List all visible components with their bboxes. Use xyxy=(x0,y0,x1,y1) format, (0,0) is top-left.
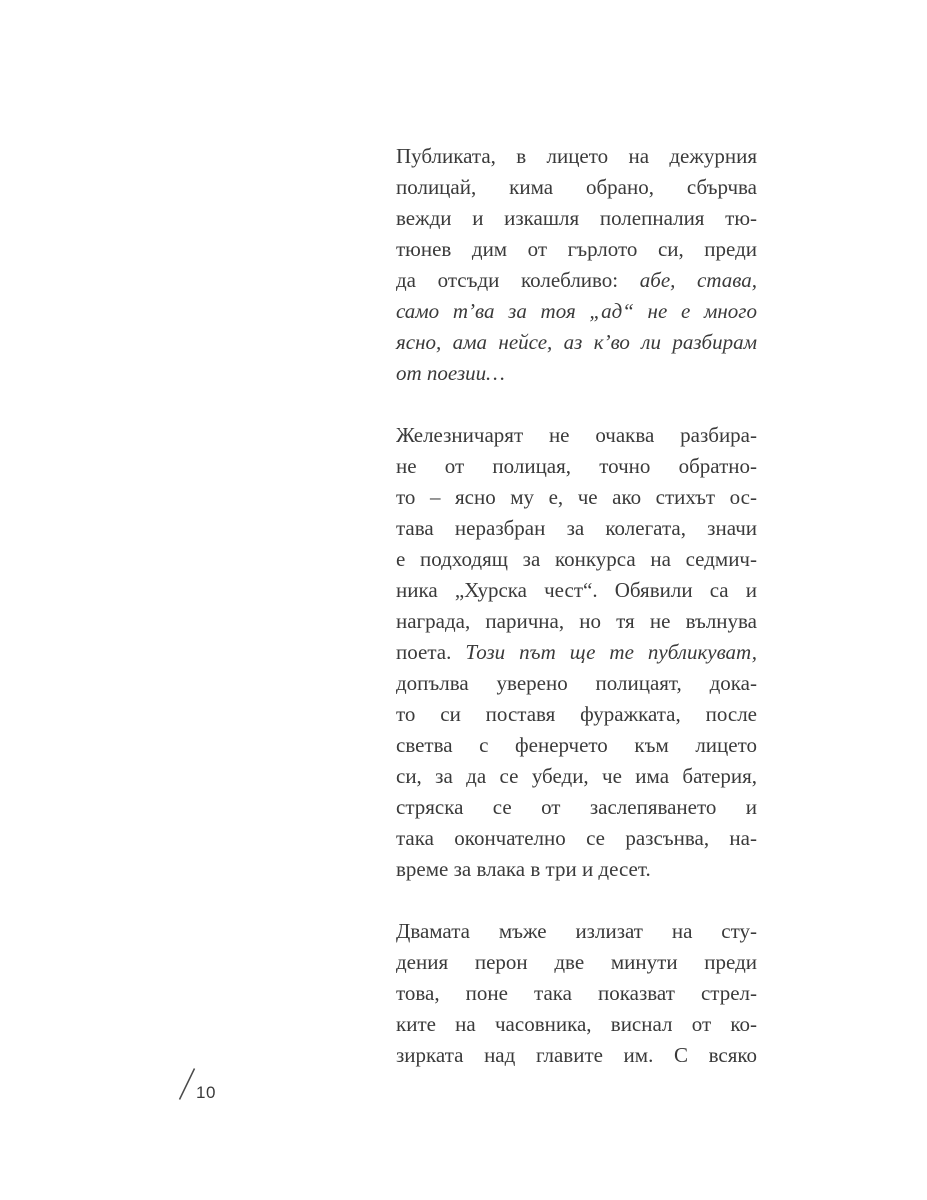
text-line xyxy=(396,234,757,265)
text-line xyxy=(396,141,757,172)
text-segment: ника „Хурска чест“. Обявили са и xyxy=(396,578,757,602)
text-line xyxy=(396,203,757,234)
text-line xyxy=(396,761,757,792)
text-segment: това, поне така показват стрел- xyxy=(396,981,757,1005)
text-line xyxy=(396,265,757,296)
text-segment: награда, парична, но тя не вълнува xyxy=(396,609,757,633)
text-line xyxy=(396,978,757,1009)
text-line xyxy=(396,854,757,885)
text-segment: зирката над главите им. С всяко xyxy=(396,1043,757,1067)
text-segment: стряска се от заслепяването и xyxy=(396,795,757,819)
text-line xyxy=(396,606,757,637)
text-segment: Железничарят не очаква разбира- xyxy=(396,423,757,447)
text-segment: ките на часовника, виснал от ко- xyxy=(396,1012,757,1036)
italic-text-segment: ясно, ама нейсе, аз к’во ли разбирам xyxy=(396,330,757,354)
text-segment: да отсъди колебливо: xyxy=(396,268,640,292)
text-line xyxy=(396,730,757,761)
text-line xyxy=(396,296,757,327)
text-segment: поета. xyxy=(396,640,466,664)
text-line xyxy=(396,172,757,203)
paragraph xyxy=(396,420,757,885)
text-line xyxy=(396,544,757,575)
text-segment: Публиката, в лицето на дежурния xyxy=(396,144,757,168)
text-segment: време за влака в три и десет. xyxy=(396,857,651,881)
text-line xyxy=(396,947,757,978)
italic-text-segment: абе, става, xyxy=(639,268,757,292)
text-segment: е подходящ за конкурса на седмич- xyxy=(396,547,757,571)
text-segment: тюнев дим от гърлото си, преди xyxy=(396,237,757,261)
text-segment: дения перон две минути преди xyxy=(396,950,757,974)
text-line xyxy=(396,513,757,544)
text-line xyxy=(396,358,757,389)
text-segment: така окончателно се разсънва, на- xyxy=(396,826,757,850)
text-segment: полицай, кима обрано, сбърчва xyxy=(396,175,757,199)
text-line xyxy=(396,327,757,358)
text-line xyxy=(396,482,757,513)
italic-text-segment: от поезии… xyxy=(396,361,505,385)
text-segment: то си поставя фуражката, после xyxy=(396,702,757,726)
paragraph xyxy=(396,141,757,389)
text-segment: тава неразбран за колегата, значи xyxy=(396,516,757,540)
text-line xyxy=(396,1040,757,1071)
text-segment: то – ясно му е, че ако стихът ос- xyxy=(396,485,757,509)
text-segment: светва с фенерчето към лицето xyxy=(396,733,757,757)
text-line xyxy=(396,575,757,606)
text-line xyxy=(396,792,757,823)
text-line xyxy=(396,916,757,947)
text-line xyxy=(396,699,757,730)
text-line xyxy=(396,668,757,699)
paragraph xyxy=(396,916,757,1071)
text-segment: си, за да се убеди, че има батерия, xyxy=(396,764,757,788)
page-number xyxy=(177,1066,237,1108)
text-line xyxy=(396,451,757,482)
text-line xyxy=(396,420,757,451)
text-segment: Двамата мъже излизат на сту- xyxy=(396,919,757,943)
text-line xyxy=(396,823,757,854)
italic-text-segment: само т’ва за тоя „ад“ не е много xyxy=(396,299,757,323)
text-segment: не от полицая, точно обратно- xyxy=(396,454,757,478)
text-line xyxy=(396,637,757,668)
text-block xyxy=(396,141,757,1102)
page-number-text: 10 xyxy=(196,1083,216,1102)
slash-icon xyxy=(177,1066,197,1107)
italic-text-segment: Този път ще те публикуват, xyxy=(465,640,757,664)
text-line xyxy=(396,1009,757,1040)
text-segment: допълва уверено полицаят, дока- xyxy=(396,671,757,695)
text-segment: вежди и изкашля полепналия тю- xyxy=(396,206,757,230)
